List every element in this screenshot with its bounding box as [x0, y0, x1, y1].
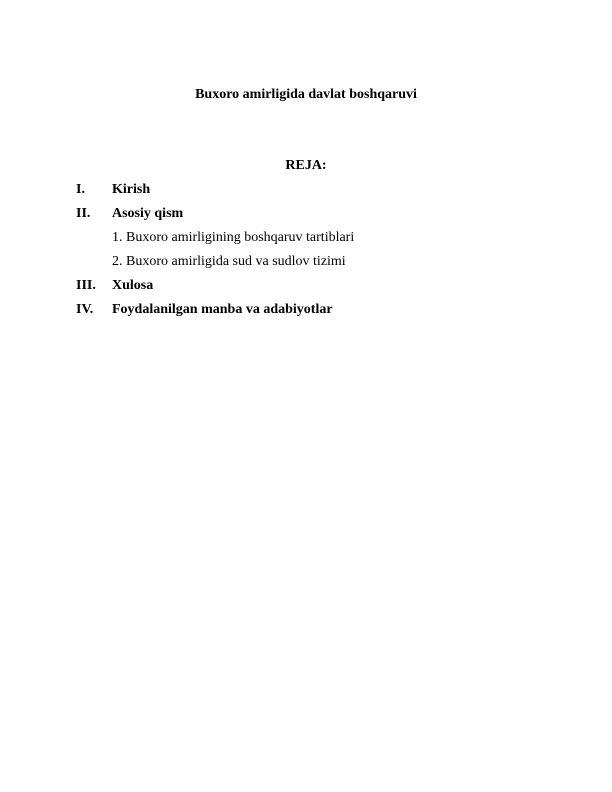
- plan-subitem-judiciary: [76, 253, 556, 277]
- plan-item-conclusion: [76, 277, 556, 301]
- plan-subitem-text: 2. Buxoro amirligida sud va sudlov tizimi: [112, 254, 346, 269]
- plan-item-numeral: III.: [76, 278, 96, 293]
- plan-item-text: Foydalanilgan manba va adabiyotlar: [112, 302, 333, 317]
- plan-item-text: Kirish: [112, 182, 151, 197]
- plan-item-introduction: [76, 181, 556, 205]
- plan-item-numeral: IV.: [76, 302, 94, 317]
- plan-subitem-governance: [76, 229, 556, 253]
- plan-heading: REJA:: [285, 158, 327, 173]
- plan-item-numeral: I.: [76, 182, 85, 197]
- plan-item-text: Xulosa: [112, 278, 154, 293]
- plan-subitem-text: 1. Buxoro amirligining boshqaruv tartiblari: [112, 230, 355, 245]
- plan-item-text: Asosiy qism: [112, 206, 184, 221]
- plan-item-references: [76, 301, 556, 325]
- document-title: Buxoro amirligida davlat boshqaruvi: [195, 87, 417, 102]
- plan-item-numeral: II.: [76, 206, 91, 221]
- plan-item-main-part: [76, 205, 556, 229]
- plan-list: [76, 181, 556, 325]
